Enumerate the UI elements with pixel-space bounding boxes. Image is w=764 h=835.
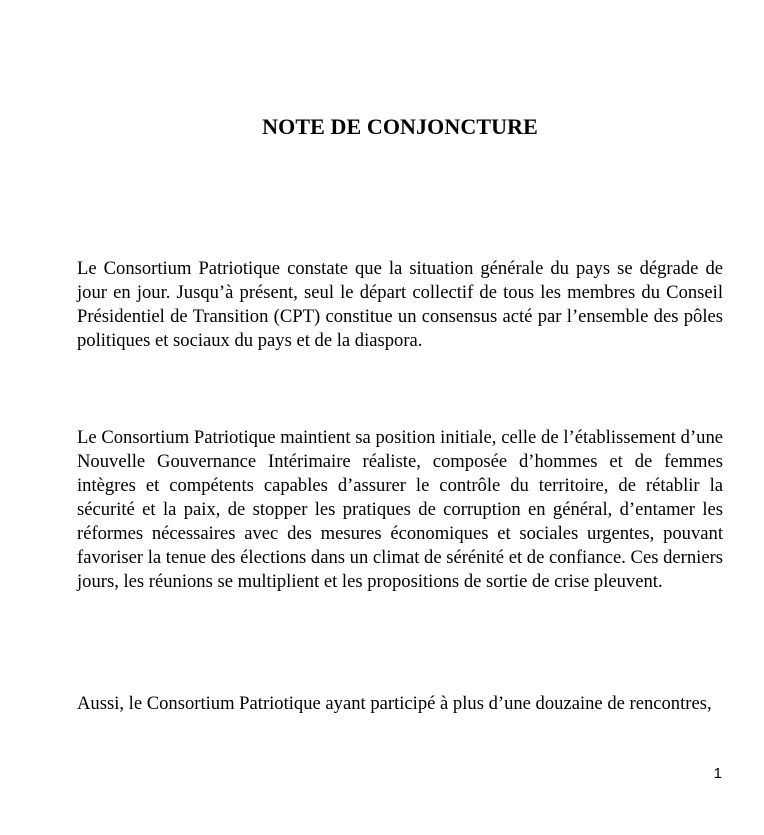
paragraph-situation: Le Consortium Patriotique constate que la situation générale du pays se dégrade de jour en jour. Jusqu’à présent, seul le départ collectif de tous les membres du Conseil Présidentiel de Transition (CPT) constitue un consensus acté par l’ensemble des pôles politiques et sociaux du pays et de la diaspora. [77, 258, 723, 351]
page-number: 1 [713, 765, 722, 782]
paragraph-position: Le Consortium Patriotique maintient sa position initiale, celle de l’établissement d’une Nouvelle Gouvernance Intérimaire réaliste, composée d’hommes et de femmes intègres et compétents capables d’assurer le contrôle du territoire, de rétablir la sécurité et la paix, de stopper les pratiques de corruption en général, d’entamer les réformes nécessaires avec des mesures économiques et sociales urgentes, pouvant favoriser la tenue des élections dans un climat de sérénité et de confiance. Ces derniers jours, les réunions se multiplient et les propositions de sortie de crise pleuvent. [77, 427, 723, 592]
paragraph-meetings: Aussi, le Consortium Patriotique ayant participé à plus d’une douzaine de rencontres, [77, 693, 712, 714]
document-title: NOTE DE CONJONCTURE [262, 114, 538, 139]
